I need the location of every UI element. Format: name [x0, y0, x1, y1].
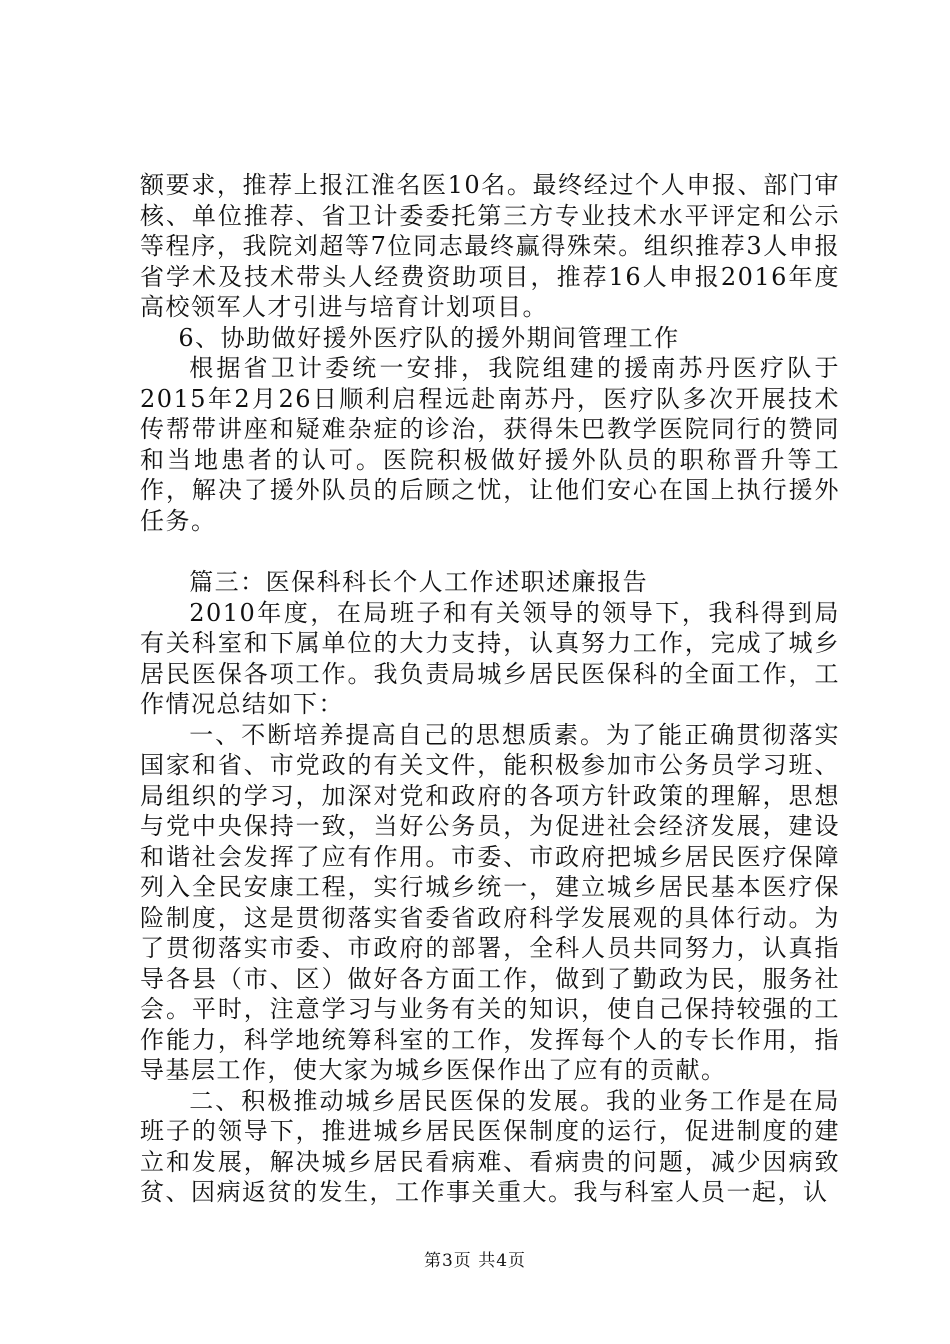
article-title: 篇三：医保科科长个人工作述职述廉报告 [189, 568, 649, 596]
paragraph-section-1: 一、不断培养提高自己的思想质素。为了能正确贯彻落实国家和省、市党政的有关文件，能积极参加市公务员学习班、局组织的学习，加深对党和政府的各项方针政策的理解，思想与党中央保持一致，当好公务员，为促进社会经济发展，建设和谐社会发挥了应有作用。市委、市政府把城乡居民医疗保障列入全民安康工程，实行城乡统一，建立城乡居民基本医疗保险制度，这是贯彻落实省委省政府科学发展观的具体行动。为了贯彻落实市委、市政府的部署，全科人员共同努力，认真指导各县（市、区）做好各方面工作，做到了勤政为民，服务社会。平时，注意学习与业务有关的知识，使自己保持较强的工作能力，科学地统筹科室的工作，发挥每个人的专长作用，指导基层工作，使大家为城乡医保作出了应有的贡献。 [140, 720, 840, 1084]
paragraph-section-2: 二、积极推动城乡居民医保的发展。我的业务工作是在局班子的领导下，推进城乡居民医保制度的运行，促进制度的建立和发展，解决城乡居民看病难、看病贵的问题，减少因病致贫、因病返贫的发生，工作事关重大。我与科室人员一起，认 [140, 1086, 840, 1206]
paragraph-medical-team: 根据省卫计委统一安排，我院组建的援南苏丹医疗队于2015年2月26日顺利启程远赴南苏丹，医疗队多次开展技术传帮带讲座和疑难杂症的诊治，获得朱巴教学医院同行的赞同和当地患者的认可。医院积极做好援外队员的职称晋升等工作，解决了援外队员的后顾之忧，让他们安心在国上执行援外任务。 [140, 354, 840, 535]
section-heading-6: 6、协助做好援外医疗队的援外期间管理工作 [178, 323, 680, 352]
page-number-footer: 第3页 共4页 [423, 1251, 527, 1271]
paragraph-continuation: 额要求，推荐上报江淮名医10名。最终经过个人申报、部门审核、单位推荐、省卫计委委托第三方专业技术水平评定和公示等程序，我院刘超等7位同志最终赢得殊荣。组织推荐3人申报省学术及技术带头人经费资助项目，推荐16人申报2016年度高校领军人才引进与培育计划项目。 [140, 171, 840, 321]
document-body [140, 170, 840, 1208]
paragraph-gap [140, 536, 840, 567]
paragraph-intro: 2010年度，在局班子和有关领导的领导下，我科得到局有关科室和下属单位的大力支持，认真努力工作，完成了城乡居民医保各项工作。我负责局城乡居民医保科的全面工作，工作情况总结如下： [140, 598, 840, 718]
